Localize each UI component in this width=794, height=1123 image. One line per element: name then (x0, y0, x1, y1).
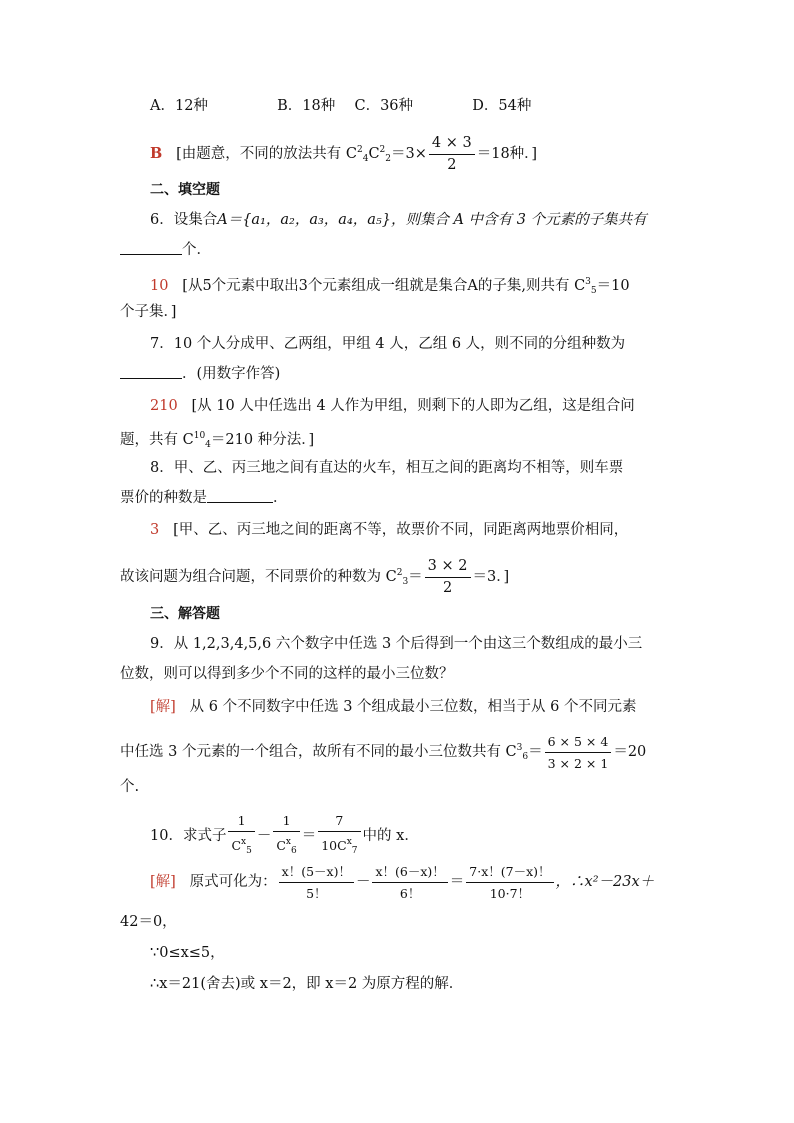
q8-explanation (150, 520, 628, 540)
q10-solution-line3: ∵0≤x≤5， (150, 945, 225, 961)
q7-stem-line2 (120, 364, 280, 384)
q5-frac-den: 2 (447, 156, 457, 173)
q6-stem-line2 (120, 240, 211, 260)
q9-frac-num: 6 × 5 × 4 (545, 733, 612, 753)
q6-expl-line1-end: ＝10 (596, 278, 630, 294)
q6-answer: 10 (150, 278, 169, 294)
q9-stem-line2: 位数，则可以得到多少个不同的这样的最小三位数？ (120, 666, 454, 682)
q5-fraction (429, 135, 475, 174)
q9-sol-l2-eq: ＝ (528, 744, 543, 760)
q5-expl-post: ＝18种．] (476, 146, 538, 162)
q8-stem-line1: 8．甲、乙、丙三地之间有直达的火车，相互之间的距离均不相等，则车票 (150, 460, 624, 476)
q10-g-eq: ＝ (449, 874, 465, 890)
q5-expl-mid: C (368, 146, 380, 162)
q5-expl-eq: ＝3× (391, 146, 427, 162)
q10-f2-num: 1 (273, 812, 299, 832)
q5-options (150, 96, 531, 116)
q10-fraction-3: $\frac{7}{10C^x_7}$ (318, 812, 360, 860)
q10-f1-den: C (231, 838, 242, 853)
q8-expl-line2: 故该问题为组合问题，不同票价的种数为 $C^2_3=$ $\frac{3 \times 2}{2}$ ＝3．] (120, 557, 510, 596)
q7-stem-line1: 7．10 个人分成甲、乙两组，甲组 4 人，乙组 6 人，则不同的分组种数为 (150, 336, 626, 352)
q5-option-a: A．12种 (150, 98, 208, 114)
q8-expl-l2-pre: 故该问题为组合问题，不同票价的种数为 C (120, 569, 397, 585)
q9-solution-line2: 中任选 3 个元素的一个组合，故所有不同的最小三位数共有 $C^3_6=$ $\frac{6 \times 5 \times 4}{3 \times 2 \times 1}$ ＝20 (120, 733, 647, 771)
q5-option-b: B．18种 (277, 98, 336, 114)
q10-g2-num: x！(6－x)！ (372, 863, 447, 883)
q10-f2-den: C (276, 838, 286, 853)
q10-eq: ＝ (301, 828, 317, 844)
q8-fraction (425, 558, 471, 597)
q10-fraction-2: $\frac{1}{C^x_6}$ (273, 812, 299, 860)
q6-stem-end: 个． (182, 242, 211, 258)
q9-sol-l2-post: ＝20 (613, 744, 647, 760)
q10-solution-line1 (150, 860, 654, 904)
q8-stem-l2-end: ． (273, 490, 288, 506)
q6-expl-line2: 个子集．] (120, 304, 177, 320)
q9-stem-line1: 9．从 1,2,3,4,5,6 六个数字中任选 3 个后得到一个由这三个数组成的最小三 (150, 636, 643, 652)
q10-stem (150, 812, 419, 860)
q10-f1-num: 1 (228, 812, 254, 832)
q7-answer: 210 (150, 398, 178, 414)
q9-frac-den: 3 × 2 × 1 (547, 755, 609, 771)
q10-sol-fraction-2 (372, 863, 447, 902)
q9-sol-l1: 从 6 个不同数字中任选 3 个组成最小三位数，相当于从 6 个不同元素 (189, 699, 637, 715)
q7-expl-l2-pre: 题，共有 C (120, 432, 194, 448)
q9-solution-line3: 个. (120, 779, 140, 795)
q6-stem-pre: 6．设集合 (150, 212, 218, 228)
q5-frac-num: 4 × 3 (429, 135, 475, 155)
q10-g2-den: 6！ (399, 885, 421, 901)
q8-blank[interactable] (207, 488, 273, 503)
q8-expl-line1: [甲、乙、丙三地之间的距离不等，故票价不同，同距离两地票价相同， (173, 522, 629, 538)
q8-expl-l2-post: ＝3．] (472, 569, 510, 585)
q8-answer: 3 (150, 522, 160, 538)
q7-expl-line2: 题，共有 $C^{10}_4=210$ 种分法．] (120, 431, 315, 450)
q5-option-c: C．36种 (354, 98, 414, 114)
q7-expl-l2-post: ＝210 种分法．] (210, 432, 315, 448)
q9-fraction (545, 733, 612, 772)
q8-frac-num: 3 × 2 (425, 558, 471, 578)
q6-stem (150, 210, 647, 230)
q9-sol-l2-pre: 中任选 3 个元素的一个组合，故所有不同的最小三位数共有 C (120, 744, 517, 760)
q10-solution-line2: 42＝0， (120, 914, 177, 930)
q10-g-minus: － (355, 874, 371, 890)
q10-g3-den: 10·7！ (489, 885, 531, 901)
q7-blank[interactable] (120, 364, 182, 379)
q10-f3-num: 7 (318, 812, 360, 832)
q10-stem-pre: 10．求式子 (150, 828, 227, 844)
q10-g1-den: 5！ (306, 885, 327, 901)
q7-stem-l2: ．(用数字作答) (182, 366, 281, 382)
q10-solution-tag: [解] (150, 874, 176, 890)
q10-solution-line4: ∴x＝21(舍去)或 x＝2，即 x＝2 为原方程的解． (150, 976, 464, 992)
section-answer-title: 三、解答题 (150, 606, 220, 622)
q10-g1-num: x！(5－x)！ (279, 863, 354, 883)
q10-g3-num: 7·x！(7－x)！ (466, 863, 553, 883)
q8-expl-l2-eq: ＝ (408, 569, 423, 585)
q7-expl-line1: [从 10 人中任选出 4 人作为甲组，则剩下的人即为乙组，这是组合问 (191, 398, 635, 414)
q10-sol-post: ，∴x²－23x＋ (555, 874, 655, 890)
q9-solution-tag: [解] (150, 699, 176, 715)
q8-stem-l2: 票价的种数是 (120, 490, 207, 506)
q10-fraction-1: $\frac{1}{C^x_5}$ (228, 812, 254, 860)
q7-explanation (150, 396, 635, 416)
q10-sol-fraction-1 (279, 863, 354, 902)
q5-option-d: D．54种 (472, 98, 532, 114)
q6-explanation: 10 [从5个元素中取出3个元素组成一组就是集合A的子集,则共有 $C^3_5=10$ (150, 277, 630, 296)
q10-f3-den: 10C (321, 838, 347, 853)
q6-blank[interactable] (120, 240, 182, 255)
q10-sol-fraction-3 (466, 863, 553, 902)
q5-expl-pre: [由题意，不同的放法共有 C (176, 146, 357, 162)
section-fill-in-title: 二、填空题 (150, 182, 220, 198)
q9-solution-line1 (150, 697, 637, 717)
q6-expl-line1: [从5个元素中取出3个元素组成一组就是集合A的子集,则共有 C (182, 278, 586, 294)
q10-stem-post: 中的 x． (362, 828, 419, 844)
q10-minus: － (256, 828, 272, 844)
q10-sol-pre: 原式可化为： (189, 874, 277, 890)
q8-frac-den: 2 (442, 579, 453, 596)
q5-explanation: B [由题意，不同的放法共有 $C^2_4C^2_2=3\times$ $\frac{4 \times 3}{2}$ ＝18种．] (150, 134, 538, 173)
q5-answer: B (150, 145, 163, 162)
q6-stem-set: A＝{a₁，a₂，a₃，a₄，a₅}，则集合 A 中含有 3 个元素的子集共有 (217, 212, 647, 228)
q8-stem-line2 (120, 488, 288, 508)
